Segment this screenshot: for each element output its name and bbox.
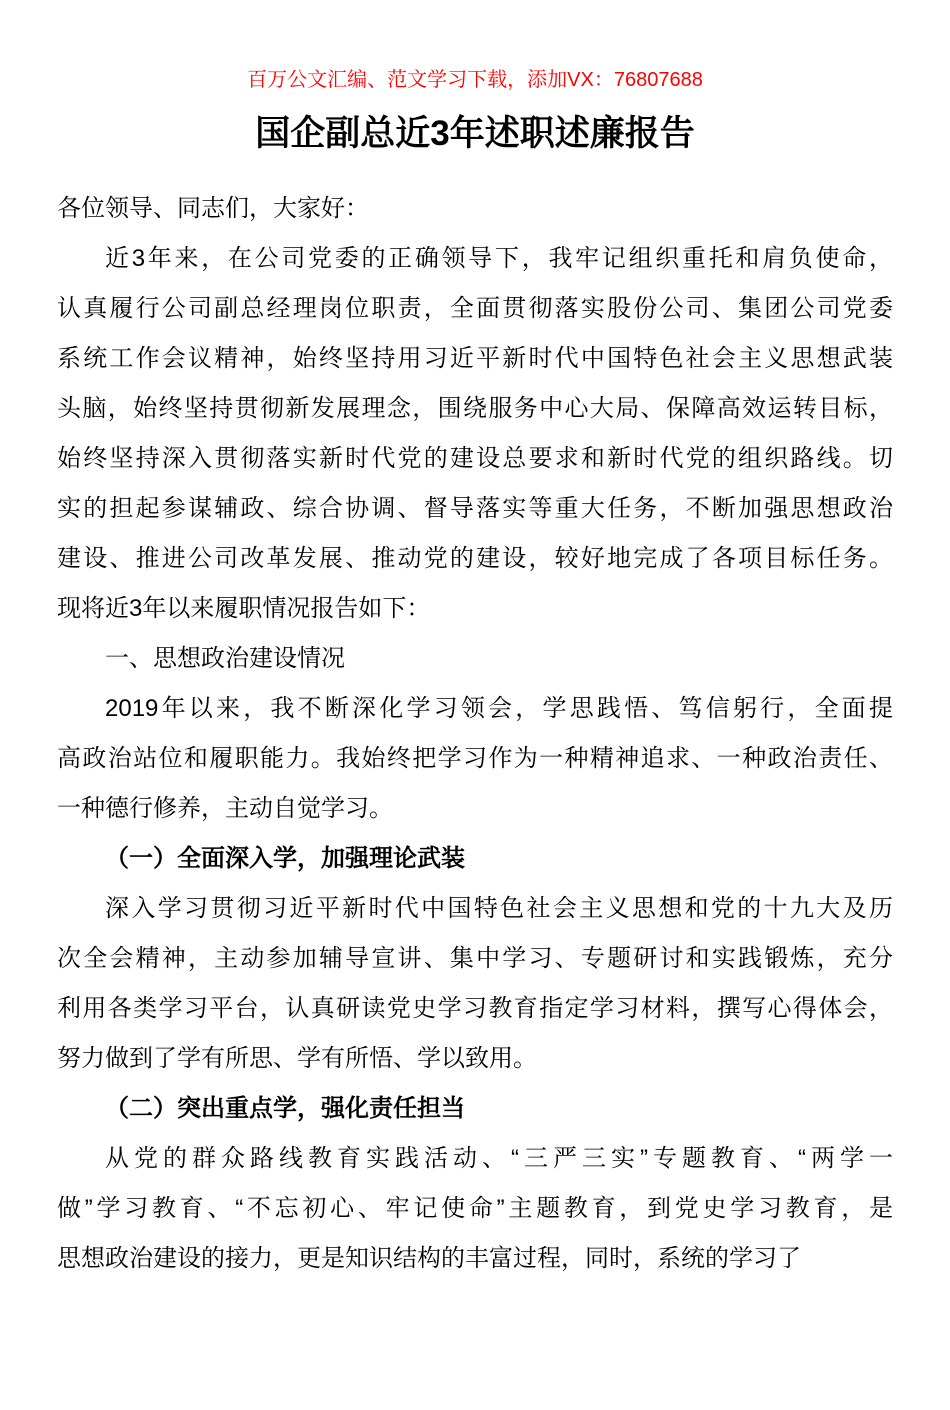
intro-paragraph-line: 建设、推进公司改革发展、推动党的建设，较好地完成了各项目标任务。 (57, 545, 893, 572)
subsection-heading-2-line: （二）突出重点学，强化责任担当 (105, 1095, 465, 1122)
section-1-paragraph-line: 高政治站位和履职能力。我始终把学习作为一种精神追求、一种政治责任、 (57, 745, 893, 772)
subsection-1-paragraph-line: 次全会精神，主动参加辅导宣讲、集中学习、专题研讨和实践锻炼，充分 (57, 945, 893, 972)
intro-paragraph-line: 近3年来，在公司党委的正确领导下，我牢记组织重托和肩负使命， (105, 245, 893, 272)
watermark-notice: 百万公文汇编、范文学习下载，添加VX：76807688 (247, 69, 703, 91)
document-body (57, 184, 893, 1284)
salutation-line: 各位领导、同志们，大家好： (57, 195, 369, 222)
intro-paragraph-line: 系统工作会议精神，始终坚持用习近平新时代中国特色社会主义思想武装 (57, 345, 893, 372)
section-1-paragraph-line: 一种德行修养，主动自觉学习。 (57, 795, 393, 822)
document-page (0, 66, 950, 1410)
subsection-1-paragraph-line: 努力做到了学有所思、学有所悟、学以致用。 (57, 1045, 537, 1072)
subsection-2-paragraph-line: 从党的群众路线教育实践活动、“三严三实”专题教育、“两学一 (105, 1145, 893, 1172)
section-heading-1-line: 一、思想政治建设情况 (105, 645, 345, 672)
section-1-paragraph-line: 2019年以来，我不断深化学习领会，学思践悟、笃信躬行，全面提 (105, 695, 893, 722)
subsection-1-paragraph-line: 深入学习贯彻习近平新时代中国特色社会主义思想和党的十九大及历 (105, 895, 893, 922)
intro-paragraph-line: 认真履行公司副总经理岗位职责，全面贯彻落实股份公司、集团公司党委 (57, 295, 893, 322)
subsection-heading-1-line: （一）全面深入学，加强理论武装 (105, 845, 465, 872)
intro-paragraph-line: 实的担起参谋辅政、综合协调、督导落实等重大任务，不断加强思想政治 (57, 495, 893, 522)
document-title: 国企副总近3年述职述廉报告 (255, 114, 695, 153)
intro-paragraph-line: 头脑，始终坚持贯彻新发展理念，围绕服务中心大局、保障高效运转目标， (57, 395, 893, 422)
subsection-1-paragraph-line: 利用各类学习平台，认真研读党史学习教育指定学习材料，撰写心得体会， (57, 995, 893, 1022)
subsection-2-paragraph-line: 做”学习教育、“不忘初心、牢记使命”主题教育，到党史学习教育，是 (57, 1195, 893, 1222)
subsection-2-paragraph-line: 思想政治建设的接力，更是知识结构的丰富过程，同时，系统的学习了 (57, 1245, 801, 1272)
intro-paragraph-line: 现将近3年以来履职情况报告如下： (57, 595, 431, 622)
intro-paragraph-line: 始终坚持深入贯彻落实新时代党的建设总要求和新时代党的组织路线。切 (57, 445, 893, 472)
